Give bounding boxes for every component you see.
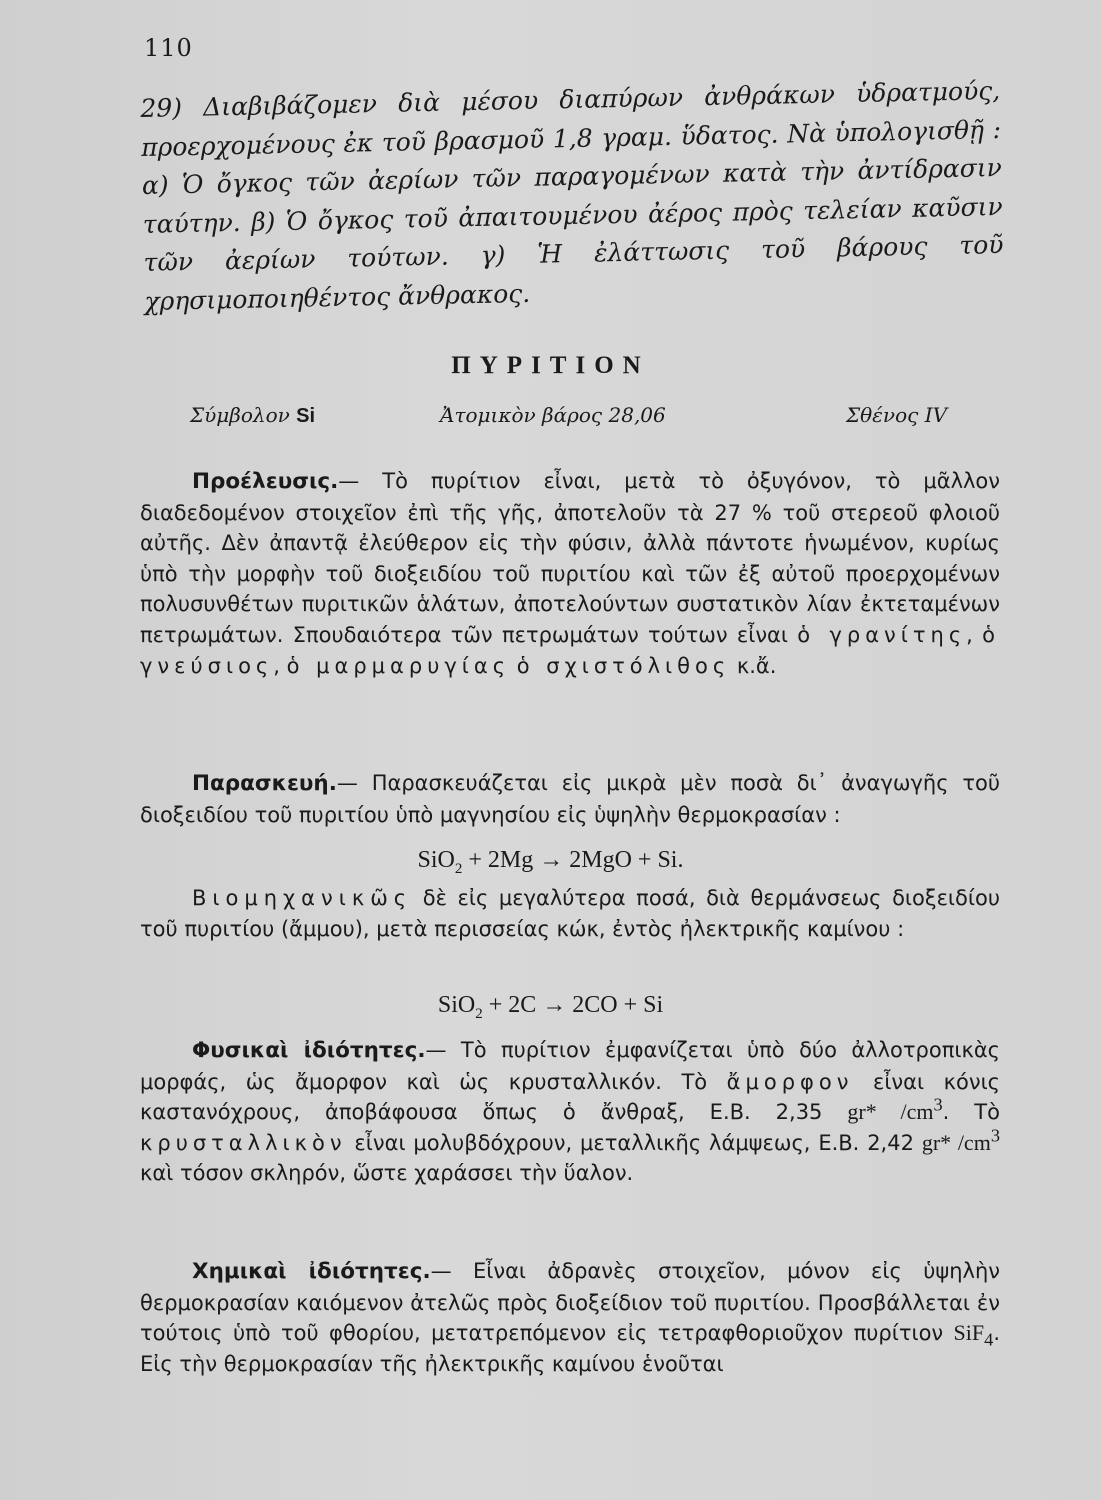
physical-text-4: εἶναι μολυβδόχρουν, μεταλλικῆς λάμψεως, Ε.Β. 2,42: [346, 1130, 922, 1155]
physical-text-1: — Τὸ πυρίτιον ἐμφανίζεται ὑπὸ δύο ἀλλοτροπικὰς μορφάς, ὡς ἄμορφον καὶ ὡς κρυσταλλικόν. Τὸ: [140, 1038, 1001, 1094]
origin-section: [140, 466, 1000, 681]
preparation-paragraph: [140, 768, 1000, 830]
equation-magnesium: [0, 847, 1101, 877]
eq1-reagent: + 2Mg: [462, 847, 534, 873]
preparation-text: — Παρασκευάζεται εἰς μικρὰ μὲν ποσὰ δι᾿ ἀναγωγῆς τοῦ διοξειδίου τοῦ πυριτίου ὑπὸ μαγνησίου εἰς ὑψηλὴν θερμοκρασίαν :: [140, 771, 1000, 827]
element-symbol: [190, 403, 315, 428]
formula-sif4: [953, 1320, 994, 1350]
rock-schist: ὁ σχιστόλιθος: [516, 653, 731, 678]
eq1-products: 2MgO + Si.: [569, 847, 684, 873]
physical-section: [140, 1035, 1000, 1189]
formula-sub: 4: [984, 1329, 994, 1350]
unit-1: [847, 1094, 943, 1125]
chemical-text-2: . Εἰς τὴν θερμοκρασίαν τῆς ἠλεκτρικῆς καμίνου ἑνοῦται: [140, 1321, 1000, 1376]
origin-heading: Προέλευσις.: [192, 469, 339, 494]
physical-heading: Φυσικαὶ ἰδιότητες.: [192, 1038, 426, 1063]
unit-2-sup: 3: [990, 1125, 1000, 1146]
eq2-sub: 2: [475, 1005, 483, 1022]
unit-1-text: gr* /cm: [847, 1099, 934, 1125]
eq1-lhs: SiO: [417, 847, 455, 873]
formula-text: SiF: [953, 1320, 985, 1346]
eq2-reagent: + 2C: [482, 992, 537, 1018]
section-title: ΠΥΡΙΤΙΟΝ: [451, 352, 650, 379]
atomic-weight: [440, 403, 666, 427]
eq2-lhs: SiO: [437, 992, 476, 1018]
symbol-label: Σύμβολον: [190, 403, 290, 427]
industrial-section: [140, 883, 1000, 944]
arrow-icon: →: [536, 992, 573, 1018]
origin-text-end: κ.ἄ.: [730, 653, 777, 678]
unit-1-sup: 3: [933, 1094, 943, 1115]
rock-granite: ὁ γρανίτης: [797, 622, 967, 647]
chemical-section: [140, 1256, 1000, 1379]
origin-paragraph: Προέλευσις.— Τὸ πυρίτιον εἶναι, μετὰ τὸ ὀξυγόνον, τὸ μᾶλλον διαδεδομένον στοιχεῖον ἐπὶ τῆς γῆς, ἀποτελοῦν τὰ 27 % τοῦ στερεοῦ φλοιοῦ αὐτῆς. Δὲν ἀπαντᾷ ἐλεύθερον εἰς τὴν φύσιν, ἀλλὰ πάντοτε ἡνωμένον, κυρίως ὑπὸ τὴν μορφὴν τοῦ διοξειδίου τοῦ πυριτίου καὶ τῶν ἐξ αὐτοῦ προερχομένων πολυσυνθέτων πυριτικῶν ἁλάτων, ἀποτελούντων συστατικὸν λίαν ἐκτεταμένων πετρωμάτων. Σπουδαιότερα τῶν πετρωμάτων τούτων εἶναι ὁ γρανίτης, ὁ γνεύσιος, ὁ μαρμαρυγίας ὁ σχιστόλιθος κ.ἄ.: [140, 469, 1000, 678]
rock-mica: ὁ μαρμαρυγίας: [286, 653, 511, 678]
industrial-text: δὲ εἰς μεγαλύτερα ποσά, διὰ θερμάνσεως διοξειδίου τοῦ πυριτίου (ἄμμου), μετὰ περισσείας κώκ, ἐντὸς ἠλεκτρικῆς καμίνου :: [140, 886, 1000, 941]
preparation-section: [140, 768, 1000, 830]
exercise-29: 29) Διαβιβάζομεν διὰ μέσου διαπύρων ἀνθράκων ὑδρατμούς, προερχομένους ἐκ τοῦ βρασμοῦ 1,8 γραμ. ὕδατος. Νὰ ὑπολογισθῇ : α) Ὁ ὄγκος τῶν ἀερίων τῶν παραγομένων κατὰ τὴν ἀντίδρασιν ταύτην. β) Ὁ ὄγκος τοῦ ἀπαιτουμένου ἀέρος πρὸς τελείαν καῦσιν τῶν ἀερίων τούτων. γ) Ἡ ἐλάττωσις τοῦ βάρους τοῦ χρησιμοποιηθέντος ἄνθρακος.: [140, 75, 1004, 316]
valence-label: Σθένος: [846, 403, 919, 427]
physical-text-5: καὶ τόσον σκληρόν, ὥστε χαράσσει τὴν ὕαλον.: [140, 1161, 634, 1186]
crystalline-word: κρυσταλλικὸν: [140, 1130, 347, 1155]
chemical-heading: Χημικαὶ ἰδιότητες.: [192, 1259, 431, 1284]
chemical-text-1: — Εἶναι ἀδρανὲς στοιχεῖον, μόνον εἰς ὑψηλὴν θερμοκρασίαν καιόμενον ἀτελῶς πρὸς διοξείδιον τοῦ πυριτίου. Προσβάλλεται ἐν τούτοις ὑπὸ τοῦ φθορίου, μετατρεπόμενον εἰς τετραφθοριοῦχον πυρίτιον: [140, 1259, 1000, 1346]
atomic-weight-value: 28,06: [608, 403, 666, 427]
page-number: 110: [144, 34, 193, 62]
atomic-weight-label: Ἀτομικὸν βάρος: [440, 403, 603, 427]
symbol-value: Si: [296, 405, 316, 427]
physical-paragraph: [140, 1035, 1000, 1189]
chemical-paragraph: [140, 1256, 1000, 1379]
preparation-heading: Παρασκευή.: [192, 771, 337, 796]
unit-2: [921, 1125, 1000, 1155]
industrial-paragraph: [140, 883, 1000, 944]
eq2-products: 2CO + Si: [572, 992, 664, 1018]
rock-gneiss: ὁ γνεύσιος: [140, 622, 1000, 678]
industrial-word: Βιομηχανικῶς: [192, 886, 413, 910]
arrow-icon: →: [533, 847, 570, 873]
valence: [846, 403, 947, 427]
physical-text-2: εἶναι κόνις καστανόχρους, ἀποβάφουσα ὅπως ὁ ἄνθραξ, Ε.Β. 2,35: [140, 1069, 1000, 1125]
eq1-sub: 2: [454, 860, 463, 877]
equation-carbon: [0, 992, 1101, 1022]
unit-2-text: gr* /cm: [921, 1129, 991, 1155]
physical-text-3: . Τὸ: [942, 1100, 1000, 1125]
origin-text: — Τὸ πυρίτιον εἶναι, μετὰ τὸ ὀξυγόνον, τὸ μᾶλλον διαδεδομένον στοιχεῖον ἐπὶ τῆς γῆς, ἀποτελοῦν τὰ 27 % τοῦ στερεοῦ φλοιοῦ αὐτῆς. Δὲν ἀπαντᾷ ἐλεύθερον εἰς τὴν φύσιν, ἀλλὰ πάντοτε ἡνωμένον, κυρίως ὑπὸ τὴν μορφὴν τοῦ διοξειδίου τοῦ πυριτίου καὶ τῶν ἐξ αὐτοῦ προερχομένων πολυσυνθέτων πυριτικῶν ἁλάτων, ἀποτελούντων συστατικὸν λίαν ἐκτεταμένων πετρωμάτων. Σπουδαιότερα τῶν πετρωμάτων τούτων εἶναι: [140, 469, 1000, 647]
valence-value: IV: [924, 403, 948, 427]
amorphous-word: ἄμορφον: [726, 1069, 854, 1094]
